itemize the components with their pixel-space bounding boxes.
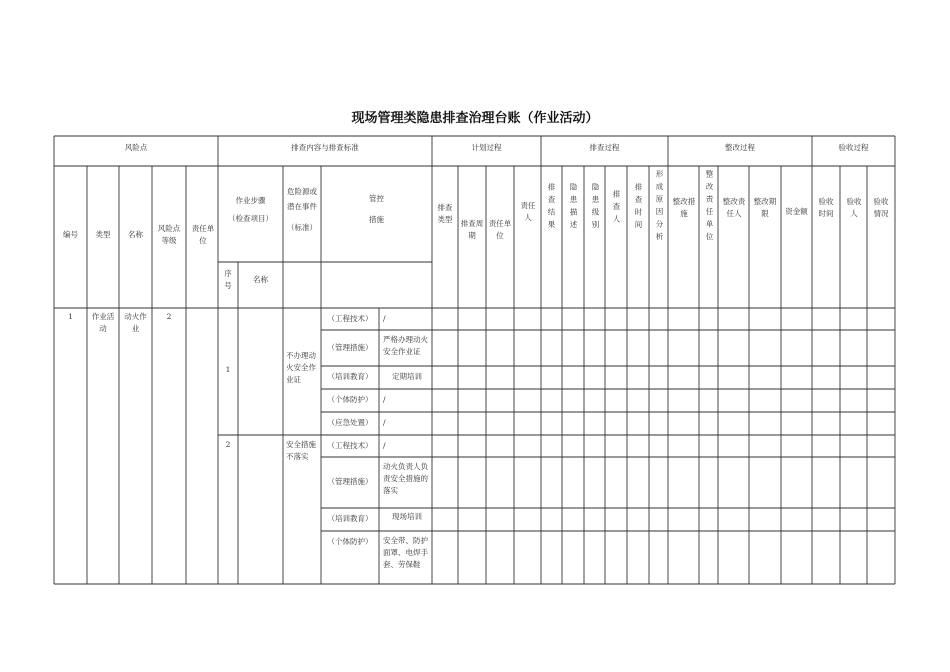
col-measure: 整改措施: [672, 197, 696, 218]
col-risk-level: 风险点等级: [157, 224, 181, 245]
col-inspect-type: 排查类型: [437, 203, 453, 224]
control-measure: 安全带、防护面罩、电焊手套、劳保鞋: [383, 536, 428, 569]
col-plan-person: 责任人: [520, 201, 536, 222]
col-type: 类型: [95, 230, 111, 239]
col-rect-person: 整改责任人: [722, 197, 746, 218]
record-level: 2: [166, 312, 172, 321]
group-risk-point: 风险点: [124, 143, 148, 152]
control-category: （管理措施）: [327, 343, 373, 352]
record-type: 作业活动: [91, 312, 115, 333]
col-control-line2: 措施: [369, 215, 384, 224]
record-no: 1: [68, 312, 73, 321]
col-inspect-cycle: 排查周期: [460, 219, 484, 240]
col-resp-unit: 责任单位: [191, 224, 215, 245]
control-measure: /: [383, 395, 386, 404]
col-deadline: 整改期限: [753, 197, 777, 218]
control-category: （管理措施）: [327, 477, 373, 486]
control-category: （应急处置）: [327, 418, 373, 427]
record-name: 动火作业: [124, 312, 147, 333]
col-rect-unit: 整改责任单位: [705, 170, 714, 245]
col-accept-status: 验收情况: [873, 197, 889, 218]
item-seq: 2: [225, 440, 231, 449]
col-accept-time: 验收时间: [818, 197, 834, 218]
col-level: 隐患级别: [591, 183, 600, 233]
col-sub-name: 名称: [253, 275, 268, 284]
page-title: 现场管理类隐患排查治理台账（作业活动）: [351, 111, 599, 126]
group-accept: 验收过程: [838, 143, 869, 152]
control-category: （个体防护）: [327, 395, 373, 404]
col-funds: 资金额: [785, 207, 808, 216]
col-plan-unit: 责任单位: [488, 219, 512, 240]
group-inspect: 排查过程: [589, 143, 620, 152]
item-seq: 1: [225, 365, 231, 374]
item-hazard: 不办理动火安全作业证: [286, 351, 316, 384]
control-measure: 定期培训: [392, 372, 422, 381]
col-hazard-line2: 潜在事件: [287, 202, 317, 211]
control-measure: 严格办理动火安全作业证: [383, 335, 428, 356]
control-category: （培训教育）: [327, 514, 373, 523]
col-no: 编号: [63, 230, 78, 239]
control-measure: 动火负责人负责安全措施的落实: [383, 462, 428, 495]
control-category: （培训教育）: [327, 372, 373, 381]
group-rectify: 整改过程: [725, 143, 755, 152]
col-desc: 隐患描述: [569, 183, 578, 233]
col-cause: 形成原因分析: [655, 170, 664, 245]
group-content-standard: 排查内容与排查标准: [291, 143, 359, 152]
col-name: 名称: [128, 230, 143, 239]
control-measure: /: [383, 441, 386, 450]
control-measure: 现场培训: [392, 512, 422, 521]
col-result: 排查结果: [547, 183, 556, 233]
col-steps-line2: （检查项目）: [228, 214, 273, 223]
group-plan: 计划过程: [471, 143, 502, 152]
item-hazard: 安全措施不落实: [286, 440, 316, 461]
col-hazard-line3: （标准）: [287, 223, 317, 232]
col-seq: 序号: [224, 269, 232, 290]
control-measure: /: [383, 314, 386, 323]
col-time: 排查时间: [634, 183, 643, 233]
col-hazard-line1: 危险源或: [287, 187, 317, 196]
control-category: （工程技术）: [327, 314, 373, 323]
col-accept-person: 验收人: [846, 197, 862, 218]
col-steps-line1: 作业步骤: [235, 196, 266, 205]
control-category: （个体防护）: [327, 537, 373, 546]
col-inspector: 排查人: [612, 190, 621, 228]
control-category: （工程技术）: [327, 441, 373, 450]
control-measure: /: [383, 418, 386, 427]
col-control-line1: 管控: [369, 194, 384, 203]
